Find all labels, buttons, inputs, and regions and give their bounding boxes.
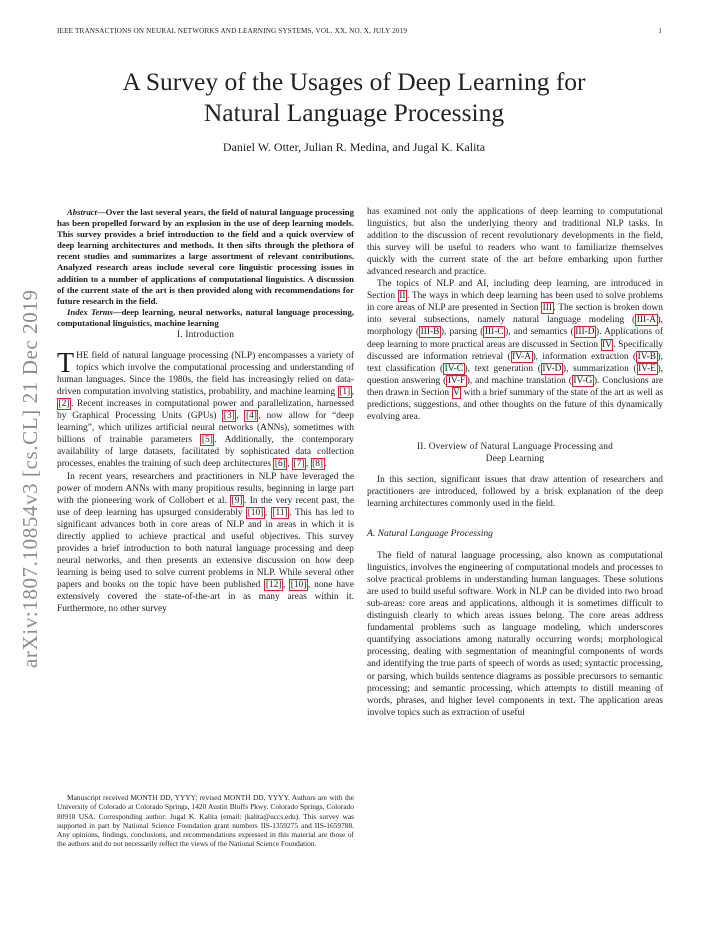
arxiv-stamp: arXiv:1807.10854v3 [cs.CL] 21 Dec 2019 <box>18 289 42 668</box>
section-link[interactable]: V <box>453 387 460 398</box>
citation-link[interactable]: [3] <box>223 411 235 422</box>
author-list: Daniel W. Otter, Julian R. Medina, and Jugal K. Kalita <box>222 140 486 154</box>
section-link[interactable]: III-D <box>575 327 595 338</box>
citation-link[interactable]: [1] <box>339 387 351 398</box>
section-link[interactable]: IV-C <box>444 363 464 374</box>
section-heading-overview: II. Overview of Natural Language Processing and Deep Learning <box>416 441 614 464</box>
intro-paragraph-2: In recent years, researchers and practitioners in NLP have leveraged the power of modern ANNs with many propitious results, beginning in large part with the pioneering work of Collobert et al. [9] . In the very recent past, the use of deep learning has upsurged considerably [10] , [11] . This has led to significant advances both in core areas of NLP and in areas in which it is directly applied to achieve practical and useful objectives. This survey provides a brief introduction to both natural language processing and deep neural networks, and then presents an extensive discussion on how deep learning is being used to solve current problems in NLP. While several other papers and books on the topic have been published [12] , [10] , none have extensively covered the state-of-the-art in as many areas within it. Furthermore, no other survey <box>57 471 355 615</box>
right-column <box>367 206 663 719</box>
citation-link[interactable]: [12] <box>265 579 282 590</box>
section-link[interactable]: II <box>399 291 406 302</box>
journal-name: IEEE TRANSACTIONS ON NEURAL NETWORKS AND LEARNING SYSTEMS, VOL. XX, NO. X, JULY 2019 <box>57 27 408 35</box>
abstract <box>57 207 354 307</box>
left-column <box>57 207 354 615</box>
citation-link[interactable]: [2] <box>58 399 70 410</box>
section-link[interactable]: IV-E <box>638 363 657 374</box>
section-link[interactable]: IV <box>602 339 612 350</box>
abstract-text: —Over the last several years, the field of natural language processing has been propelled forward by an explosion in the use of deep learning models. This survey provides a brief introduction to the field and a quick overview of deep learning architectures and methods. It then sifts through the plethora of recent studies and summarizes a large assortment of relevant contributions. Analyzed research areas include several core linguistic processing issues in addition to a number of applications of computational linguistics. A discussion of the current state of the art is then provided along with recommendations for future research in the field. <box>57 207 354 306</box>
paper-title <box>40 66 668 128</box>
abstract-label: Abstract <box>67 207 97 217</box>
citation-link[interactable]: [5] <box>201 435 213 446</box>
running-header <box>57 27 662 35</box>
citation-link[interactable]: [7] <box>293 459 305 470</box>
section-link[interactable]: IV-B <box>637 351 657 362</box>
citation-link[interactable]: [10] <box>290 579 307 590</box>
section-link[interactable]: III-A <box>636 315 657 326</box>
section-link[interactable]: III-C <box>484 327 504 338</box>
citation-link[interactable]: [10] <box>247 507 264 518</box>
subsection-heading-nlp: A. Natural Language Processing <box>367 527 493 539</box>
citation-link[interactable]: [8] <box>312 459 324 470</box>
footnote <box>57 793 354 849</box>
section-link[interactable]: IV-D <box>542 363 562 374</box>
title-line-2: Natural Language Processing <box>203 98 505 127</box>
index-terms-text: —deep learning, neural networks, natural language processing, computational linguistics, machine learning <box>57 306 355 328</box>
drop-cap: T <box>57 348 75 380</box>
section-link[interactable]: IV-G <box>573 375 593 386</box>
section-link[interactable]: III <box>542 303 552 314</box>
section-link[interactable]: IV-F <box>447 375 466 386</box>
footnote-text: Manuscript received MONTH DD, YYYY; revised MONTH DD, YYYY. Authors are with the University of Colorado at Colorado Springs, 1420 Austin Bluffs Pkwy. Colorado Springs, Colorado 80918 USA. Corresponding author: Jugal K. Kalita (email: jkalita@uccs.edu). This survey was supported in part by National Science Foundation grant numbers IIS-1359275 and IIS-1659788. Any opinions, findings, conclusions, and recommendations expressed in this material are those of the authors and do not necessarily reflect the views of the National Science Foundation. <box>57 793 354 849</box>
citation-link[interactable]: [4] <box>245 411 257 422</box>
intro-paragraph-3: The topics of NLP and AI, including deep learning, are introduced in Section II . The ways in which deep learning has been used to solve problems in core areas of NLP are presented in Section III . The section is broken down into several subsections, namely natural language modeling ( III-A ), morphology ( III-B ), parsing ( III-C ), and semantics ( III-D ). Applications of deep learning to more practical areas are discussed in Section IV . Specifically discussed are information retrieval ( IV-A ), information extraction ( IV-B ), text classification ( IV-C ), text generation ( IV-D ), summarization ( IV-E ), question answering ( IV-F ), and machine translation ( IV-G ). Conclusions are then drawn in Section V with a brief summary of the state of the art as well as predictions, suggestions, and other thoughts on the future of this dynamically evolving area. <box>367 279 664 422</box>
index-terms <box>57 307 354 329</box>
page-number: 1 <box>658 27 662 35</box>
section-heading-introduction: I. Introduction <box>176 330 235 341</box>
index-terms-label: Index Terms <box>67 306 113 317</box>
intro-paragraph-1: THE field of natural language processing (NLP) encompasses a variety of topics which involve the computational processing and understanding of human languages. Since the 1980s, the field has increasingly relied on data-driven computation involving statistics, probability, and machine learning [1] , [2] . Recent increases in computational power and parallelization, harnessed by Graphical Processing Units (GPUs) [3] , [4] , now allow for “deep learning”, which utilizes artificial neural networks (ANNs), sometimes with billions of trainable parameters [5] . Additionally, the contemporary availability of large datasets, facilitated by sophisticated data collection processes, enables the training of such deep architectures [6] , [7] , [8] . <box>57 348 354 470</box>
intro-continuation: has examined not only the applications of deep learning to computational linguistics, but also the underlying theory and traditional NLP tasks. In addition to the discussion of recent revolutionary developments in the field, this survey will be useful to readers who want to familiarize themselves quickly with the current state of the art before embarking upon further advanced research and practice. <box>367 207 663 278</box>
overview-paragraph: In this section, significant issues that draw attention of researchers and practitioners are introduced, followed by a brisk explanation of the deep learning architectures commonly used in the field. <box>367 474 663 509</box>
citation-link[interactable]: [6] <box>274 459 286 470</box>
title-line-1: A Survey of the Usages of Deep Learning for <box>122 67 586 96</box>
citation-link[interactable]: [9] <box>231 495 243 506</box>
section-link[interactable]: IV-A <box>512 351 532 362</box>
section-link[interactable]: III-B <box>420 327 440 338</box>
nlp-paragraph: The field of natural language processing, also known as computational linguistics, involves the engineering of computational models and processes to solve practical problems in understanding human languages. These solutions are used to build useful software. Work in NLP can be divided into two broad sub-areas: core areas and applications, although it is sometimes difficult to distinguish clearly to which areas issues belong. The core areas address fundamental problems such as language modeling, which underscores quantifying associations among naturally occurring words; morphological processing, dealing with segmentation of meaningful components of words and identifying the true parts of speech of words as used; syntactic processing, or parsing, which builds sentence diagrams as possible precursors to semantic processing; and semantic processing, which attempts to distill meaning of words, phrases, and higher level components in text. The application areas involve topics such as extraction of useful <box>367 551 663 718</box>
citation-link[interactable]: [11] <box>272 507 288 518</box>
